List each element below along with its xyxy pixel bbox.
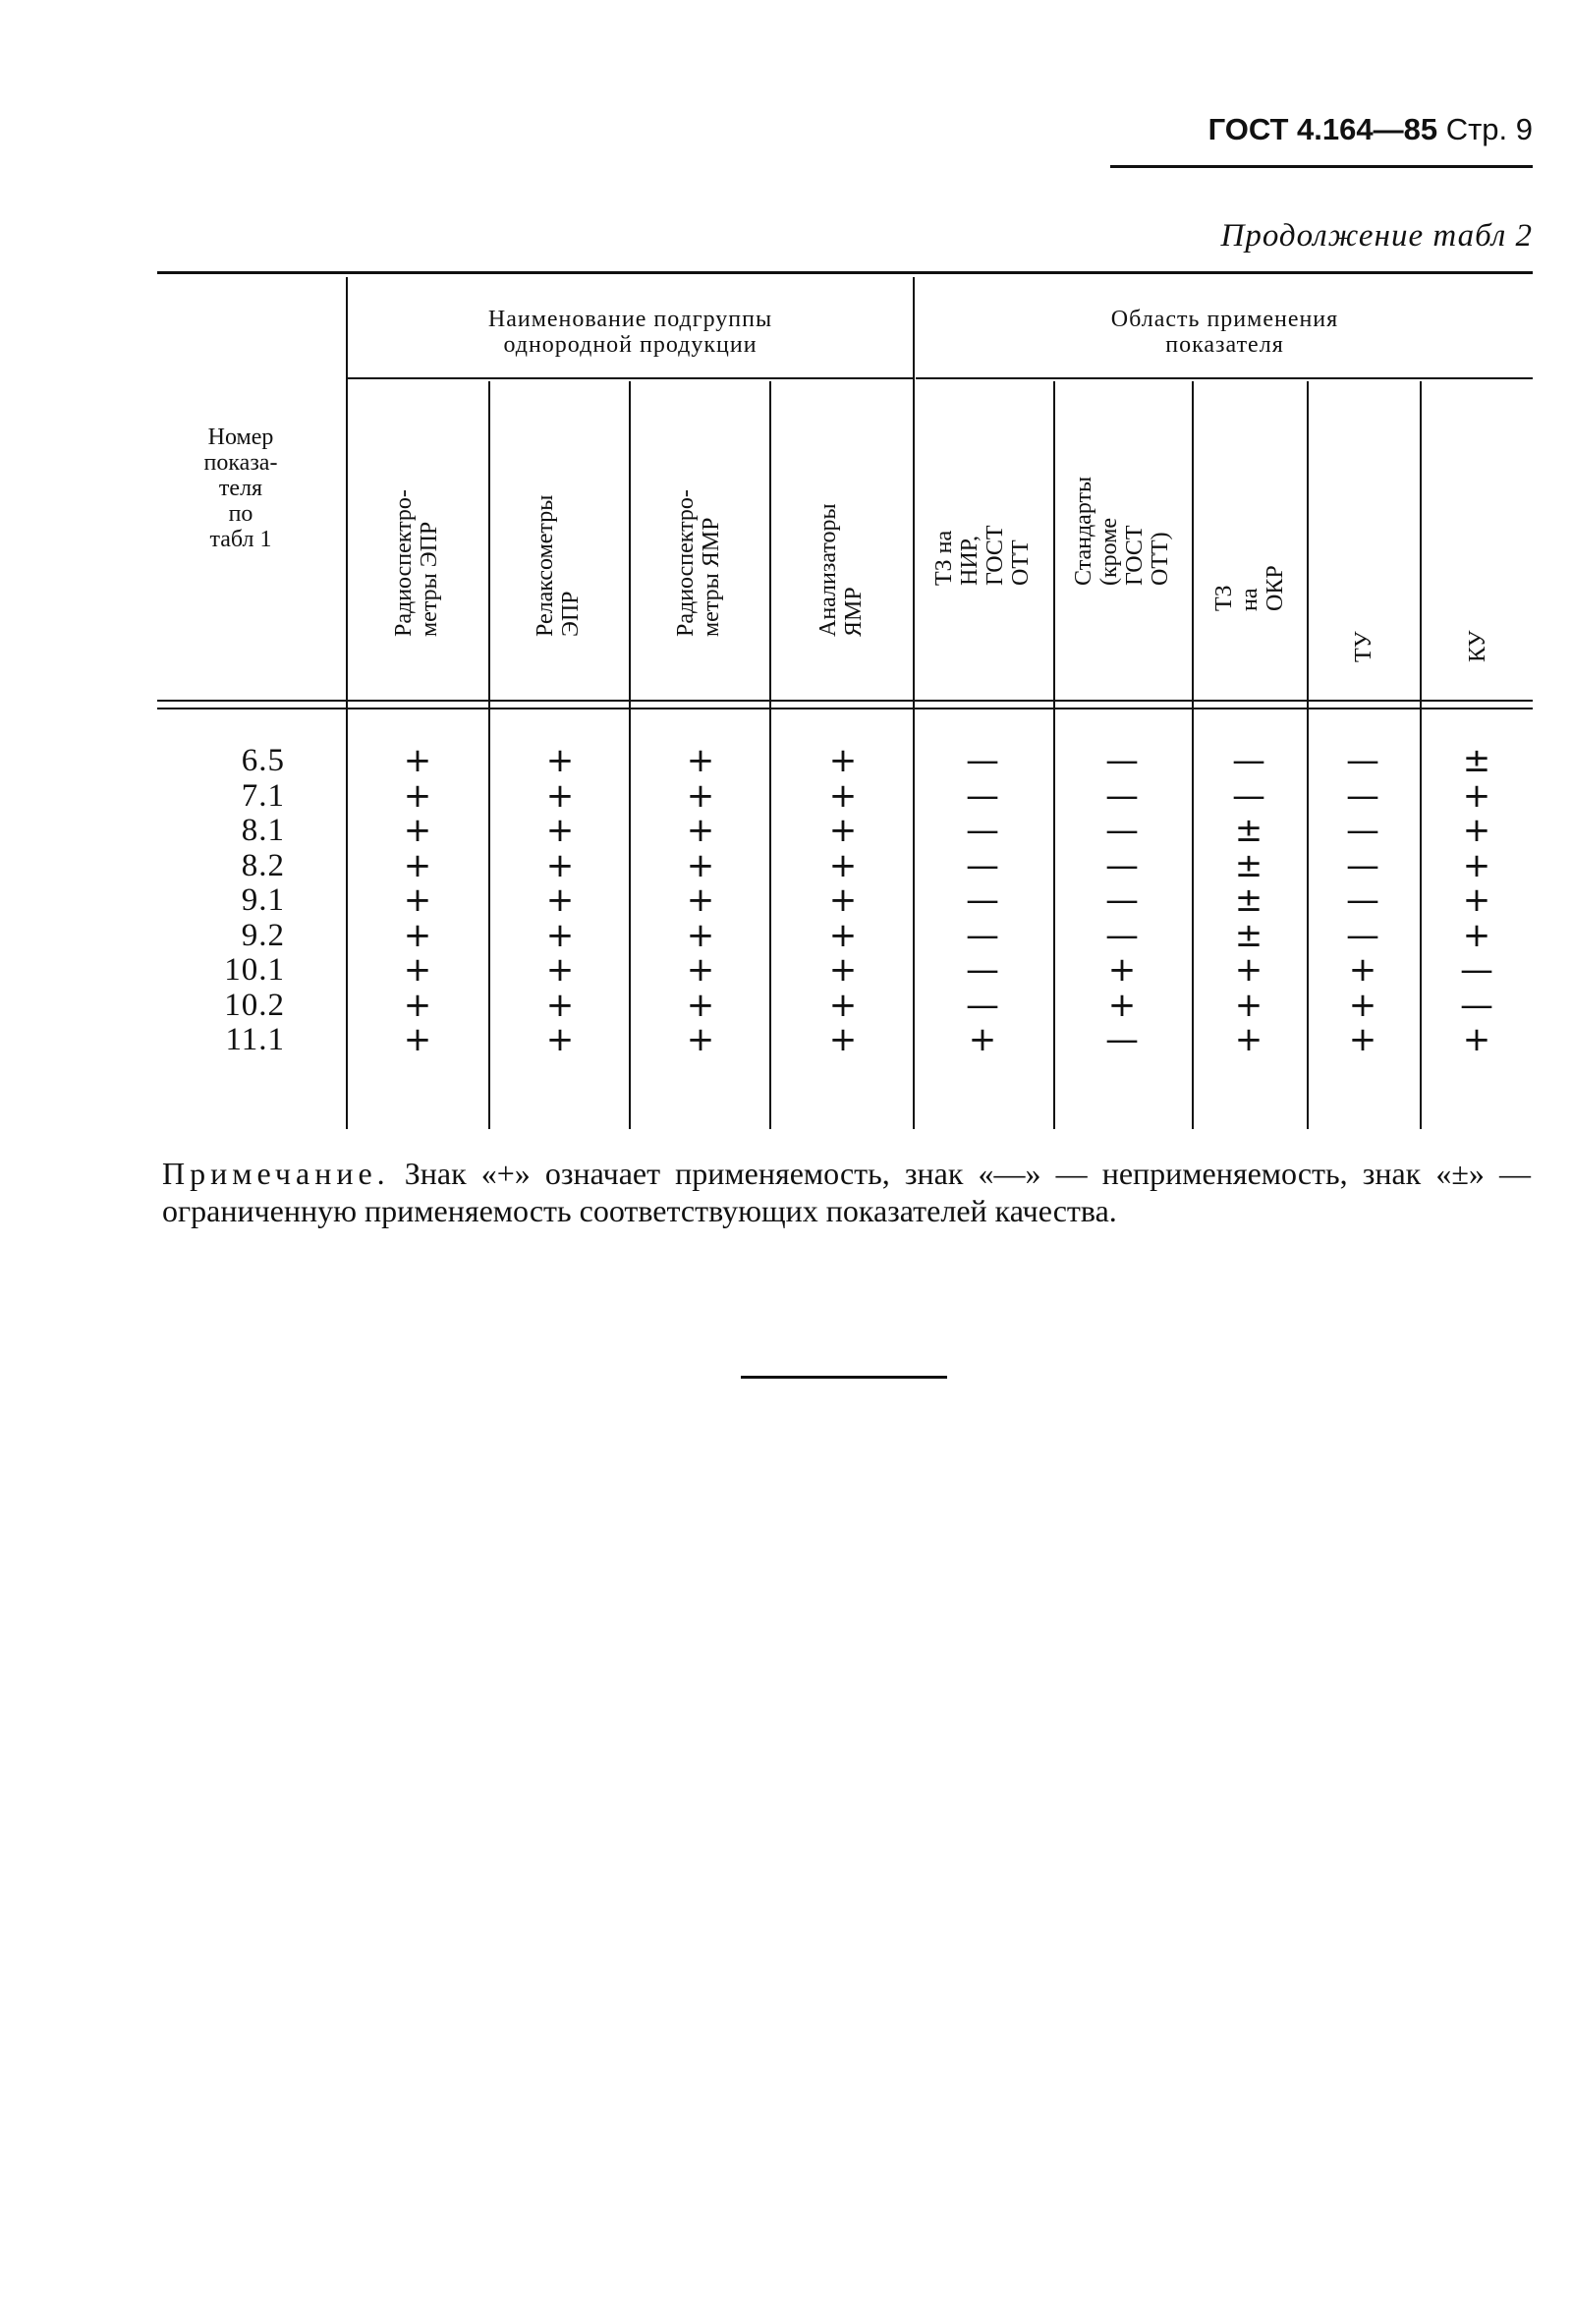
table-cell: +: [545, 811, 575, 850]
table-cell: +: [686, 985, 715, 1025]
column-header: Стандарты (кроме ГОСТ ОТТ): [1071, 476, 1173, 586]
value-column: [521, 741, 599, 1059]
product-subgroup-header: Наименование подгруппы однородной продукции: [487, 307, 773, 358]
table-cell: +: [403, 880, 432, 920]
table-cell: ±: [1234, 915, 1263, 955]
table-vline: [913, 277, 915, 1129]
column-header: ТЗ на НИР, ГОСТ ОТТ: [931, 525, 1034, 586]
table-cell: —: [966, 775, 999, 816]
table-cell: +: [545, 1020, 575, 1059]
end-rule: [741, 1376, 947, 1379]
table-cell: —: [966, 915, 999, 955]
table-cell: +: [1462, 915, 1491, 955]
row-number-column: [177, 744, 285, 1058]
table-cell: +: [1348, 950, 1377, 990]
page-number: Стр. 9: [1445, 112, 1533, 146]
column-header: Радиоспектро- метры ЯМР: [673, 489, 724, 637]
column-header: ТЗ на ОКР: [1211, 565, 1288, 611]
header-double-rule-2: [157, 708, 1533, 709]
table-cell: +: [828, 845, 858, 885]
table-cell: +: [686, 950, 715, 990]
row-number: 10.2: [224, 987, 285, 1023]
note-lead: Примечание.: [162, 1156, 390, 1191]
table-cell: +: [545, 741, 575, 780]
table-continuation-label: Продолжение табл 2: [1220, 218, 1533, 254]
note-text: Знак «+» означает применяемость, знак «—» — неприменяемость, знак «±» — ограниченную применяемость соответствующих показателей качества.: [162, 1156, 1531, 1228]
table-cell: +: [403, 1020, 432, 1059]
table-cell: ±: [1234, 880, 1263, 920]
column-header: Анализаторы ЯМР: [815, 503, 867, 637]
table-cell: +: [1234, 985, 1263, 1025]
table-cell: —: [966, 880, 999, 920]
table-cell: +: [1234, 950, 1263, 990]
row-number-column-header: Номер показа- теля по табл 1: [203, 425, 278, 552]
table-cell: +: [828, 950, 858, 990]
table-cell: +: [545, 915, 575, 955]
value-column: [1083, 741, 1161, 1059]
table-cell: +: [1462, 845, 1491, 885]
table-cell: +: [1348, 985, 1377, 1025]
document-code: ГОСТ 4.164—85: [1207, 112, 1438, 146]
table-cell: —: [1105, 845, 1139, 885]
column-header: Радиоспектро- метры ЭПР: [391, 489, 442, 637]
table-cell: +: [1462, 1020, 1491, 1059]
table-cell: +: [686, 915, 715, 955]
table-vline: [769, 381, 771, 1129]
row-number: 10.1: [224, 952, 285, 988]
table-cell: —: [1105, 775, 1139, 816]
value-column: [1323, 741, 1402, 1059]
table-cell: +: [686, 775, 715, 816]
value-column: [943, 741, 1022, 1059]
table-cell: —: [1460, 950, 1493, 990]
table-vline: [629, 381, 631, 1129]
column-header: ТУ: [1351, 631, 1376, 662]
row-number: 11.1: [225, 1022, 285, 1057]
value-column: [1209, 741, 1288, 1059]
table-cell: —: [1105, 741, 1139, 780]
table-cell: —: [1346, 775, 1379, 816]
table-cell: +: [1462, 775, 1491, 816]
table-vline: [488, 381, 490, 1129]
table-cell: —: [966, 950, 999, 990]
page-header: [1130, 110, 1533, 149]
table-cell: +: [403, 845, 432, 885]
row-number: 7.1: [241, 777, 285, 814]
table-cell: +: [545, 775, 575, 816]
table-cell: +: [968, 1020, 997, 1059]
table-top-rule: [157, 271, 1533, 274]
table-cell: +: [1107, 985, 1137, 1025]
table-cell: +: [828, 741, 858, 780]
row-number: 9.2: [241, 917, 285, 953]
table-cell: —: [966, 741, 999, 780]
table-cell: +: [828, 811, 858, 850]
table-cell: —: [1460, 985, 1493, 1025]
table-cell: +: [545, 950, 575, 990]
table-vline: [1192, 381, 1194, 1129]
group-header-rule-product: [346, 377, 913, 379]
table-cell: +: [828, 880, 858, 920]
table-cell: —: [1232, 775, 1265, 816]
table-cell: —: [1105, 880, 1139, 920]
table-cell: —: [1105, 1020, 1139, 1059]
table-cell: —: [1346, 811, 1379, 850]
table-cell: +: [403, 950, 432, 990]
table-cell: —: [1105, 811, 1139, 850]
table-cell: +: [403, 811, 432, 850]
table-cell: +: [828, 1020, 858, 1059]
table-vline: [1307, 381, 1309, 1129]
table-cell: +: [686, 845, 715, 885]
table-cell: +: [828, 915, 858, 955]
table-cell: —: [1346, 915, 1379, 955]
table-cell: +: [686, 880, 715, 920]
table-cell: +: [403, 775, 432, 816]
table-cell: +: [686, 741, 715, 780]
row-number: 6.5: [241, 743, 285, 778]
table-cell: +: [545, 880, 575, 920]
header-rule: [1110, 165, 1533, 168]
header-double-rule-1: [157, 700, 1533, 702]
column-header: Релаксометры ЭПР: [533, 494, 584, 637]
table-cell: +: [828, 985, 858, 1025]
table-cell: —: [1346, 741, 1379, 780]
table-cell: +: [403, 985, 432, 1025]
value-column: [661, 741, 740, 1059]
row-number: 8.2: [241, 847, 285, 883]
table-cell: +: [686, 1020, 715, 1059]
table-note: [162, 1155, 1531, 1229]
group-header-rule-scope: [916, 377, 1533, 379]
table-cell: +: [403, 741, 432, 780]
column-header: КУ: [1465, 630, 1490, 662]
table-vline: [1053, 381, 1055, 1129]
table-cell: +: [1234, 1020, 1263, 1059]
table-cell: ±: [1234, 811, 1263, 850]
table-vline: [346, 277, 348, 1129]
table-cell: —: [1346, 845, 1379, 885]
table-cell: +: [828, 775, 858, 816]
table-cell: —: [966, 811, 999, 850]
value-column: [804, 741, 882, 1059]
table-cell: +: [1107, 950, 1137, 990]
table-cell: ±: [1234, 845, 1263, 885]
table-cell: +: [403, 915, 432, 955]
table-vline: [1420, 381, 1422, 1129]
table-cell: +: [1462, 811, 1491, 850]
row-number: 9.1: [241, 882, 285, 918]
row-number: 8.1: [241, 813, 285, 848]
table-cell: +: [1348, 1020, 1377, 1059]
table-cell: —: [1346, 880, 1379, 920]
table-cell: +: [1462, 880, 1491, 920]
application-scope-header: Область применения показателя: [1110, 307, 1339, 358]
table-cell: —: [966, 985, 999, 1025]
table-cell: +: [545, 845, 575, 885]
table-cell: +: [545, 985, 575, 1025]
table-cell: —: [1232, 741, 1265, 780]
value-column: [378, 741, 457, 1059]
table-cell: —: [966, 845, 999, 885]
table-cell: ±: [1462, 741, 1491, 780]
table-cell: —: [1105, 915, 1139, 955]
value-column: [1437, 741, 1516, 1059]
table-cell: +: [686, 811, 715, 850]
